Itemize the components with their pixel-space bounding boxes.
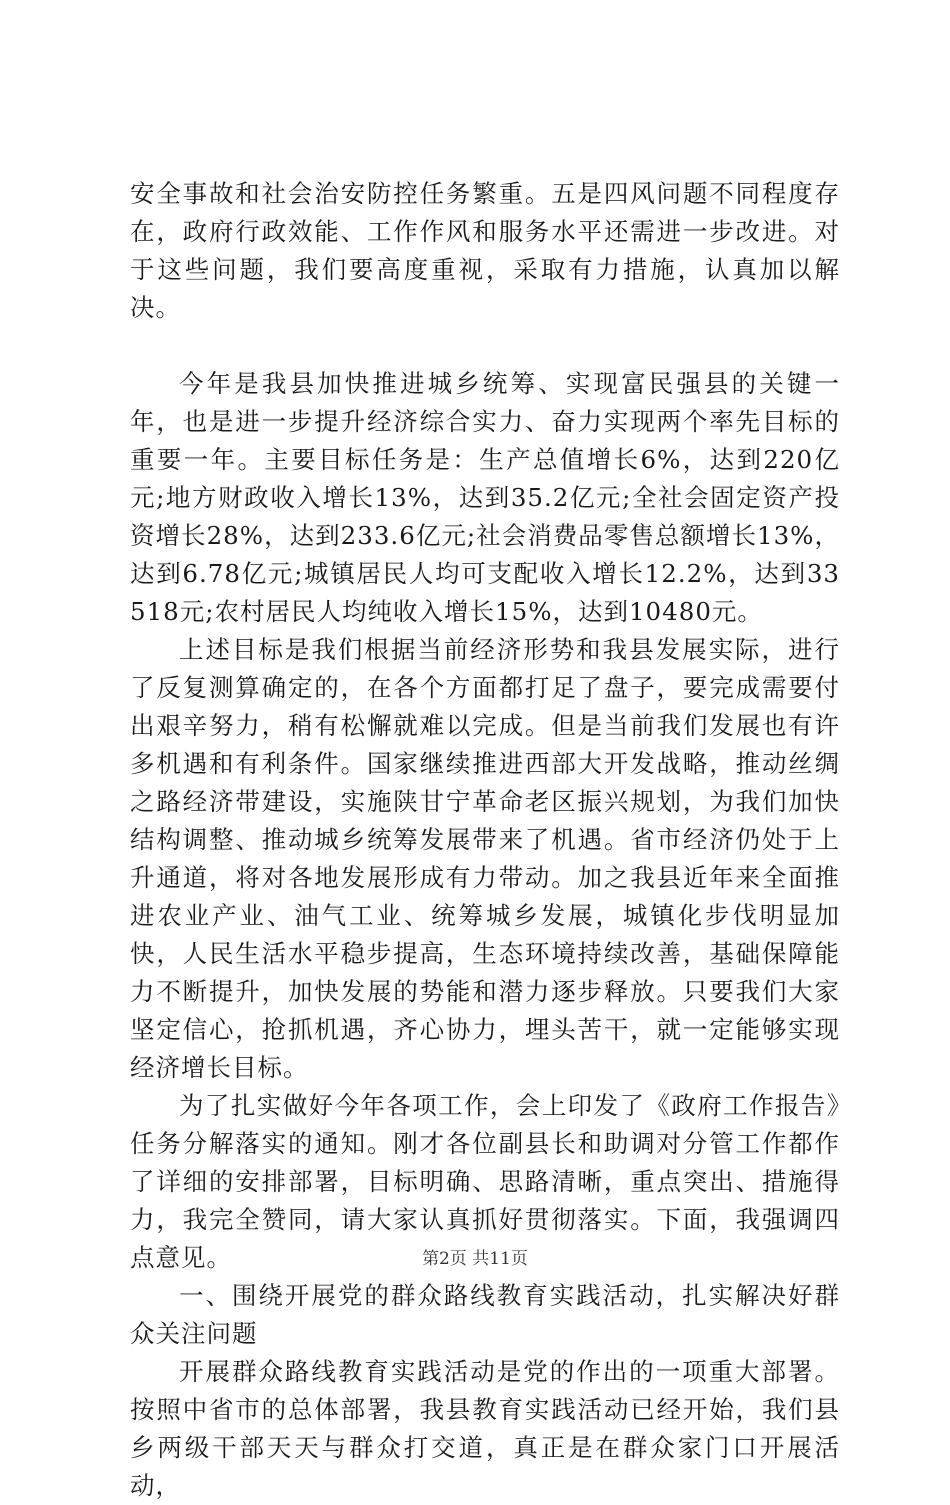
document-body bbox=[130, 175, 840, 1505]
section-heading-1: 一、围绕开展党的群众路线教育实践活动，扎实解决好群众关注问题 bbox=[130, 1281, 840, 1348]
paragraph-continuation: 安全事故和社会治安防控任务繁重。五是四风问题不同程度存在，政府行政效能、工作作风和服务水平还需进一步改进。对于这些问题，我们要高度重视，采取有力措施，认真加以解决。 bbox=[130, 179, 840, 322]
paragraph-work-arrangement: 为了扎实做好今年各项工作，会上印发了《政府工作报告》任务分解落实的通知。刚才各位副县长和助调对分管工作都作了详细的安排部署，目标明确、思路清晰，重点突出、措施得力，我完全赞同，请大家认真抓好贯彻落实。下面，我强调四点意见。 bbox=[130, 1091, 840, 1272]
paragraph-mass-line-campaign: 开展群众路线教育实践活动是党的作出的一项重大部署。按照中省市的总体部署，我县教育实践活动已经开始，我们县乡两级干部天天与群众打交道，真正是在群众家门口开展活动， bbox=[130, 1357, 840, 1500]
paragraph-annual-targets: 今年是我县加快推进城乡统筹、实现富民强县的关键一年，也是进一步提升经济综合实力、奋力实现两个率先目标的重要一年。主要目标任务是：生产总值增长6%，达到220亿元;地方财政收入增长13%，达到35.2亿元;全社会固定资产投资增长28%，达到233.6亿元;社会消费品零售总额增长13%，达到6.78亿元;城镇居民人均可支配收入增长12.2%，达到33518元;农村居民人均纯收入增长15%，达到10480元。 bbox=[130, 369, 840, 626]
page-number-footer: 第2页 共11页 bbox=[422, 1249, 528, 1269]
paragraph-opportunities: 上述目标是我们根据当前经济形势和我县发展实际，进行了反复测算确定的，在各个方面都打足了盘子，要完成需要付出艰辛努力，稍有松懈就难以完成。但是当前我们发展也有许多机遇和有利条件。国家继续推进西部大开发战略，推动丝绸之路经济带建设，实施陕甘宁革命老区振兴规划，为我们加快结构调整、推动城乡统筹发展带来了机遇。省市经济仍处于上升通道，将对各地发展形成有力带动。加之我县近年来全面推进农业产业、油气工业、统筹城乡发展，城镇化步伐明显加快，人民生活水平稳步提高，生态环境持续改善，基础保障能力不断提升，加快发展的势能和潜力逐步释放。只要我们大家坚定信心，抢抓机遇，齐心协力，埋头苦干，就一定能够实现经济增长目标。 bbox=[130, 635, 840, 1082]
